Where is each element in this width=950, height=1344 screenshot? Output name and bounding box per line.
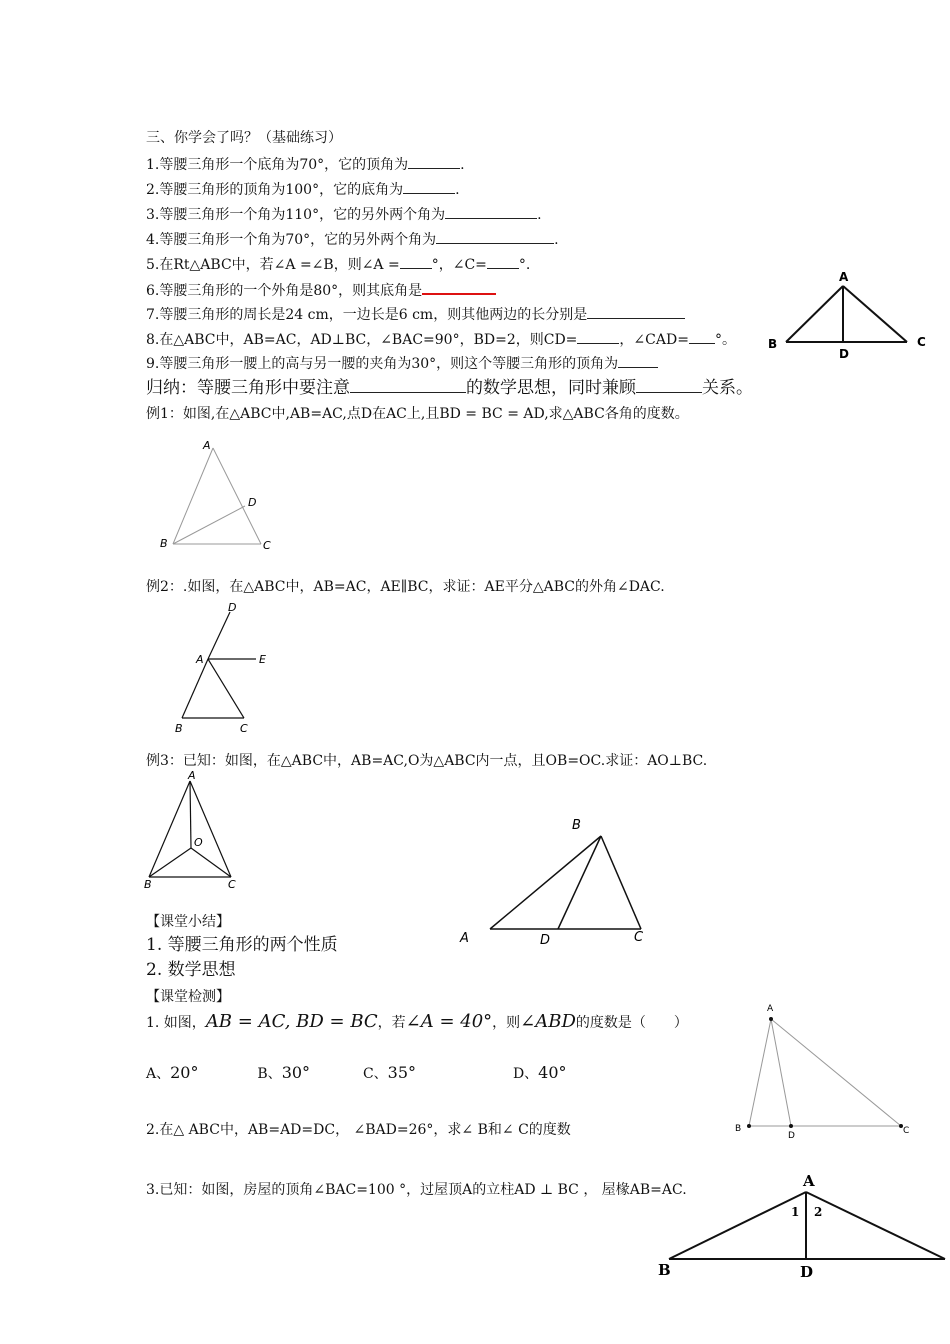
example-3: 例3：已知：如图，在△ABC中，AB=AC,O为△ABC内一点，且OB=OC.求证：AO⊥BC. [146, 753, 708, 769]
label-d: D [228, 601, 237, 614]
question-2: 2.等腰三角形的顶角为100°，它的底角为 . [146, 179, 460, 200]
label-c: C [240, 722, 248, 735]
class-summary-title: 【课堂小结】 [146, 914, 230, 930]
segment-ac [843, 286, 907, 342]
label-angle-2: 2 [814, 1205, 823, 1219]
question-3: 3.等腰三角形一个角为110°，它的另外两个角为 . [146, 204, 542, 225]
test-question-3: 3.已知：如图，房屋的顶角∠BAC=100 °，过屋顶A的立柱AD ⊥ BC ， 屋椽AB=AC. [146, 1182, 687, 1198]
label-b: B [658, 1261, 671, 1279]
label-c: C [263, 539, 271, 552]
option-a[interactable]: A、20° [146, 1063, 199, 1082]
section-title: 三、你学会了吗？（基础练习） [146, 130, 342, 146]
class-summary-item-1: 1. 等腰三角形的两个性质 [146, 935, 338, 955]
label-d: D [540, 933, 551, 948]
example-1: 例1：如图,在△ABC中,AB=AC,点D在AC上,且BD = BC = AD,求△ABC各角的度数。 [146, 406, 689, 422]
label-c: C [917, 335, 926, 349]
class-test-title: 【课堂检测】 [146, 989, 230, 1005]
label-b: B [768, 337, 778, 351]
label-c: C [634, 930, 644, 945]
label-a: A [839, 270, 849, 284]
option-d[interactable]: D、40° [512, 1063, 567, 1082]
question-4: 4.等腰三角形一个角为70°，它的另外两个角为 . [146, 229, 559, 250]
label-a: A [196, 653, 204, 666]
label-d: D [800, 1263, 814, 1281]
label-e: E [259, 653, 266, 666]
option-b[interactable]: B、30° [257, 1063, 311, 1082]
option-c[interactable]: C、35° [362, 1063, 417, 1082]
figure-example-2 [182, 612, 256, 718]
figure-test-3 [669, 1192, 945, 1259]
question-1: 1.等腰三角形一个底角为70°，它的顶角为 . [146, 154, 465, 175]
label-d: D [839, 347, 849, 361]
label-d: D [788, 1131, 795, 1141]
figure-top-right [786, 286, 907, 342]
figure-test-1 [749, 1019, 901, 1126]
question-6: 6.等腰三角形的一个外角是80°，则其底角是 [146, 279, 496, 301]
label-a: A [803, 1172, 815, 1190]
label-a: A [188, 769, 196, 782]
figure-middle [490, 836, 641, 929]
label-angle-1: 1 [791, 1205, 800, 1219]
label-b: B [160, 537, 168, 550]
class-summary-item-2: 2. 数学思想 [146, 960, 236, 980]
summary-line: 归纳：等腰三角形中要注意 的数学思想，同时兼顾 关系。 [146, 378, 753, 398]
label-c: C [228, 878, 236, 891]
label-a: A [203, 439, 211, 452]
figure-test-1-points [747, 1017, 903, 1128]
question-5: 5.在Rt△ABC中，若∠A =∠B，则∠A = °，∠C= °. [146, 254, 530, 275]
test-question-2: 2.在△ ABC中，AB=AD=DC， ∠BAD=26°，求∠ B和∠ C的度数 [146, 1122, 571, 1138]
label-a: A [460, 931, 469, 946]
test-question-1: 1. 如图，AB = AC, BD = BC，若∠A = 40°，则∠ABD的度数是（ ） [146, 1011, 688, 1032]
label-b: B [144, 878, 152, 891]
segment-ab [786, 286, 843, 342]
label-c: C [903, 1126, 910, 1136]
example-2: 例2：.如图，在△ABC中，AB=AC，AE∥BC，求证：AE平分△ABC的外角∠DAC. [146, 579, 665, 595]
label-a: A [767, 1004, 774, 1014]
label-b: B [572, 818, 581, 833]
figure-example-3 [149, 781, 231, 877]
question-8: 8.在△ABC中，AB=AC，AD⊥BC，∠BAC=90°，BD=2，则CD= ，∠CAD= °。 [146, 329, 736, 350]
label-b: B [735, 1124, 742, 1134]
label-b: B [175, 722, 183, 735]
label-d: D [248, 496, 257, 509]
question-7: 7.等腰三角形的周长是24 cm，一边长是6 cm，则其他两边的长分别是 [146, 304, 685, 325]
label-o: O [194, 836, 203, 849]
question-9: 9.等腰三角形一腰上的高与另一腰的夹角为30°，则这个等腰三角形的顶角为 [146, 353, 658, 374]
